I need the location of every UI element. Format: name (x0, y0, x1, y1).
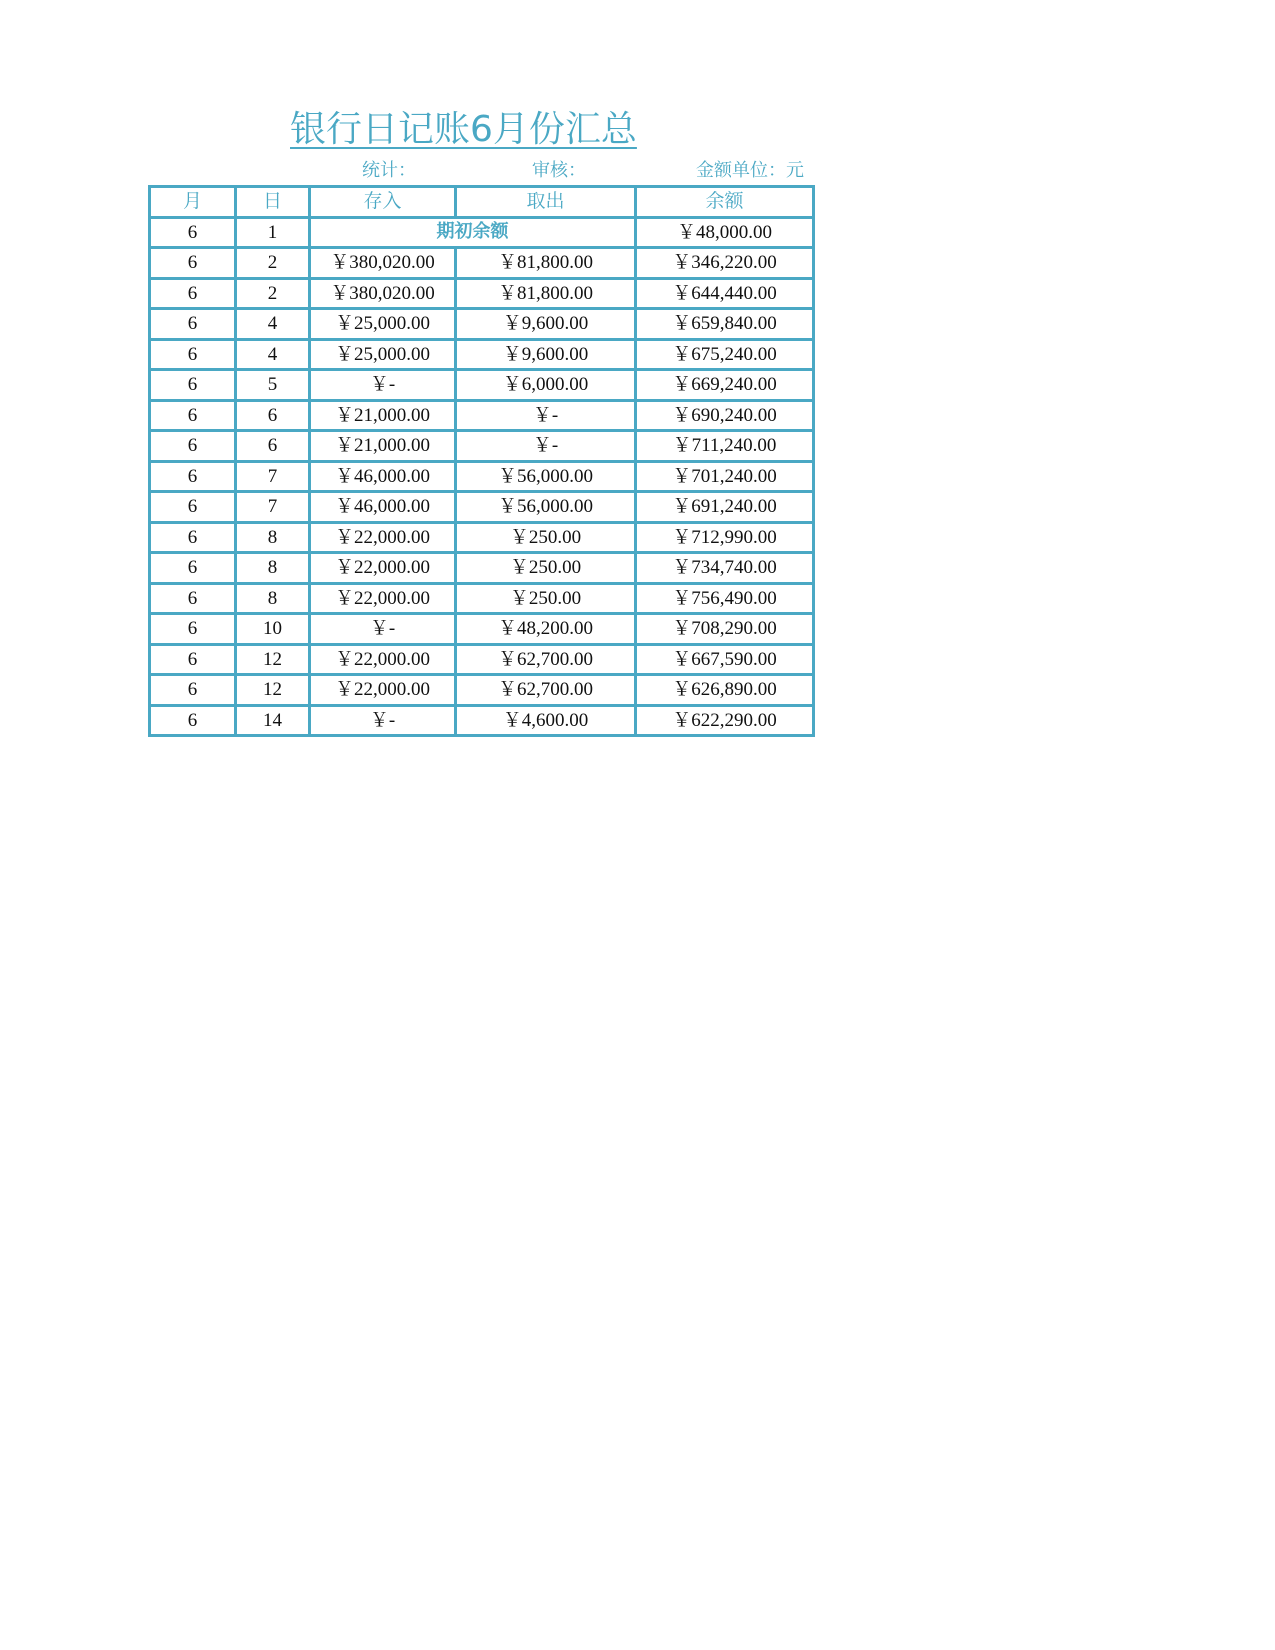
opening-row (150, 217, 814, 248)
cell-balance: ￥644,440.00 (636, 278, 814, 309)
cell-day: 2 (236, 248, 310, 279)
cell-day: 4 (236, 309, 310, 340)
header-row (150, 187, 814, 218)
cell-month: 6 (150, 278, 236, 309)
table-row (150, 644, 814, 675)
cell-withdraw: ￥- (456, 431, 636, 462)
cell-month: 6 (150, 461, 236, 492)
cell-month: 6 (150, 705, 236, 736)
cell-month: 6 (150, 553, 236, 584)
cell-withdraw: ￥9,600.00 (456, 339, 636, 370)
cell-month: 6 (150, 431, 236, 462)
cell-day: 2 (236, 278, 310, 309)
cell-month: 6 (150, 522, 236, 553)
stats-label: 统计： (362, 160, 416, 181)
cell-deposit: ￥21,000.00 (310, 431, 456, 462)
cell-balance: ￥734,740.00 (636, 553, 814, 584)
cell-deposit: ￥46,000.00 (310, 492, 456, 523)
cell-withdraw: ￥- (456, 400, 636, 431)
table-row (150, 339, 814, 370)
cell-balance: ￥667,590.00 (636, 644, 814, 675)
table-row (150, 553, 814, 584)
cell-deposit: ￥22,000.00 (310, 522, 456, 553)
header-deposit: 存入 (310, 187, 456, 218)
cell-balance: ￥691,240.00 (636, 492, 814, 523)
cell-day: 8 (236, 553, 310, 584)
cell-balance: ￥711,240.00 (636, 431, 814, 462)
table-row (150, 492, 814, 523)
cell-balance: ￥756,490.00 (636, 583, 814, 614)
cell-day: 4 (236, 339, 310, 370)
cell-day: 8 (236, 522, 310, 553)
cell-month: 6 (150, 217, 236, 248)
cell-month: 6 (150, 614, 236, 645)
cell-balance: ￥659,840.00 (636, 309, 814, 340)
cell-day: 10 (236, 614, 310, 645)
cell-balance: ￥48,000.00 (636, 217, 814, 248)
table-row (150, 614, 814, 645)
cell-day: 12 (236, 675, 310, 706)
cell-withdraw: ￥250.00 (456, 522, 636, 553)
cell-withdraw: ￥4,600.00 (456, 705, 636, 736)
cell-withdraw: ￥6,000.00 (456, 370, 636, 401)
cell-balance: ￥626,890.00 (636, 675, 814, 706)
cell-balance: ￥690,240.00 (636, 400, 814, 431)
table-row (150, 705, 814, 736)
cell-deposit: ￥22,000.00 (310, 553, 456, 584)
table-row (150, 370, 814, 401)
header-month: 月 (150, 187, 236, 218)
cell-deposit: ￥21,000.00 (310, 400, 456, 431)
cell-balance: ￥708,290.00 (636, 614, 814, 645)
cell-withdraw: ￥56,000.00 (456, 461, 636, 492)
cell-withdraw: ￥81,800.00 (456, 278, 636, 309)
header-balance: 余额 (636, 187, 814, 218)
cell-withdraw: ￥81,800.00 (456, 248, 636, 279)
cell-balance: ￥701,240.00 (636, 461, 814, 492)
cell-month: 6 (150, 675, 236, 706)
cell-withdraw: ￥250.00 (456, 583, 636, 614)
cell-deposit: ￥380,020.00 (310, 278, 456, 309)
cell-deposit: ￥- (310, 614, 456, 645)
cell-month: 6 (150, 492, 236, 523)
review-label: 审核： (532, 160, 586, 181)
ledger-table (148, 185, 815, 737)
cell-deposit: ￥22,000.00 (310, 583, 456, 614)
cell-day: 6 (236, 431, 310, 462)
cell-deposit: ￥- (310, 705, 456, 736)
cell-balance: ￥712,990.00 (636, 522, 814, 553)
table-row (150, 248, 814, 279)
cell-day: 12 (236, 644, 310, 675)
cell-deposit: ￥25,000.00 (310, 339, 456, 370)
cell-balance: ￥622,290.00 (636, 705, 814, 736)
cell-month: 6 (150, 309, 236, 340)
cell-month: 6 (150, 248, 236, 279)
cell-withdraw: ￥9,600.00 (456, 309, 636, 340)
cell-month: 6 (150, 400, 236, 431)
cell-withdraw: ￥250.00 (456, 553, 636, 584)
table-row (150, 400, 814, 431)
cell-withdraw: ￥56,000.00 (456, 492, 636, 523)
table-row (150, 431, 814, 462)
cell-day: 14 (236, 705, 310, 736)
table-row (150, 309, 814, 340)
table-row (150, 675, 814, 706)
cell-month: 6 (150, 339, 236, 370)
cell-day: 7 (236, 492, 310, 523)
cell-withdraw: ￥62,700.00 (456, 675, 636, 706)
header-withdraw: 取出 (456, 187, 636, 218)
cell-deposit: ￥380,020.00 (310, 248, 456, 279)
cell-month: 6 (150, 583, 236, 614)
table-row (150, 461, 814, 492)
opening-balance-label: 期初余额 (310, 217, 636, 248)
cell-balance: ￥669,240.00 (636, 370, 814, 401)
cell-deposit: ￥46,000.00 (310, 461, 456, 492)
table-row (150, 583, 814, 614)
cell-day: 1 (236, 217, 310, 248)
cell-day: 5 (236, 370, 310, 401)
cell-day: 8 (236, 583, 310, 614)
cell-balance: ￥675,240.00 (636, 339, 814, 370)
table-row (150, 522, 814, 553)
cell-deposit: ￥- (310, 370, 456, 401)
cell-balance: ￥346,220.00 (636, 248, 814, 279)
cell-month: 6 (150, 644, 236, 675)
cell-withdraw: ￥62,700.00 (456, 644, 636, 675)
cell-deposit: ￥22,000.00 (310, 675, 456, 706)
cell-deposit: ￥25,000.00 (310, 309, 456, 340)
header-day: 日 (236, 187, 310, 218)
cell-day: 7 (236, 461, 310, 492)
cell-withdraw: ￥48,200.00 (456, 614, 636, 645)
page-title: 银行日记账6月份汇总 (290, 109, 637, 150)
unit-label: 金额单位：元 (696, 160, 804, 181)
cell-day: 6 (236, 400, 310, 431)
table-row (150, 278, 814, 309)
cell-month: 6 (150, 370, 236, 401)
cell-deposit: ￥22,000.00 (310, 644, 456, 675)
